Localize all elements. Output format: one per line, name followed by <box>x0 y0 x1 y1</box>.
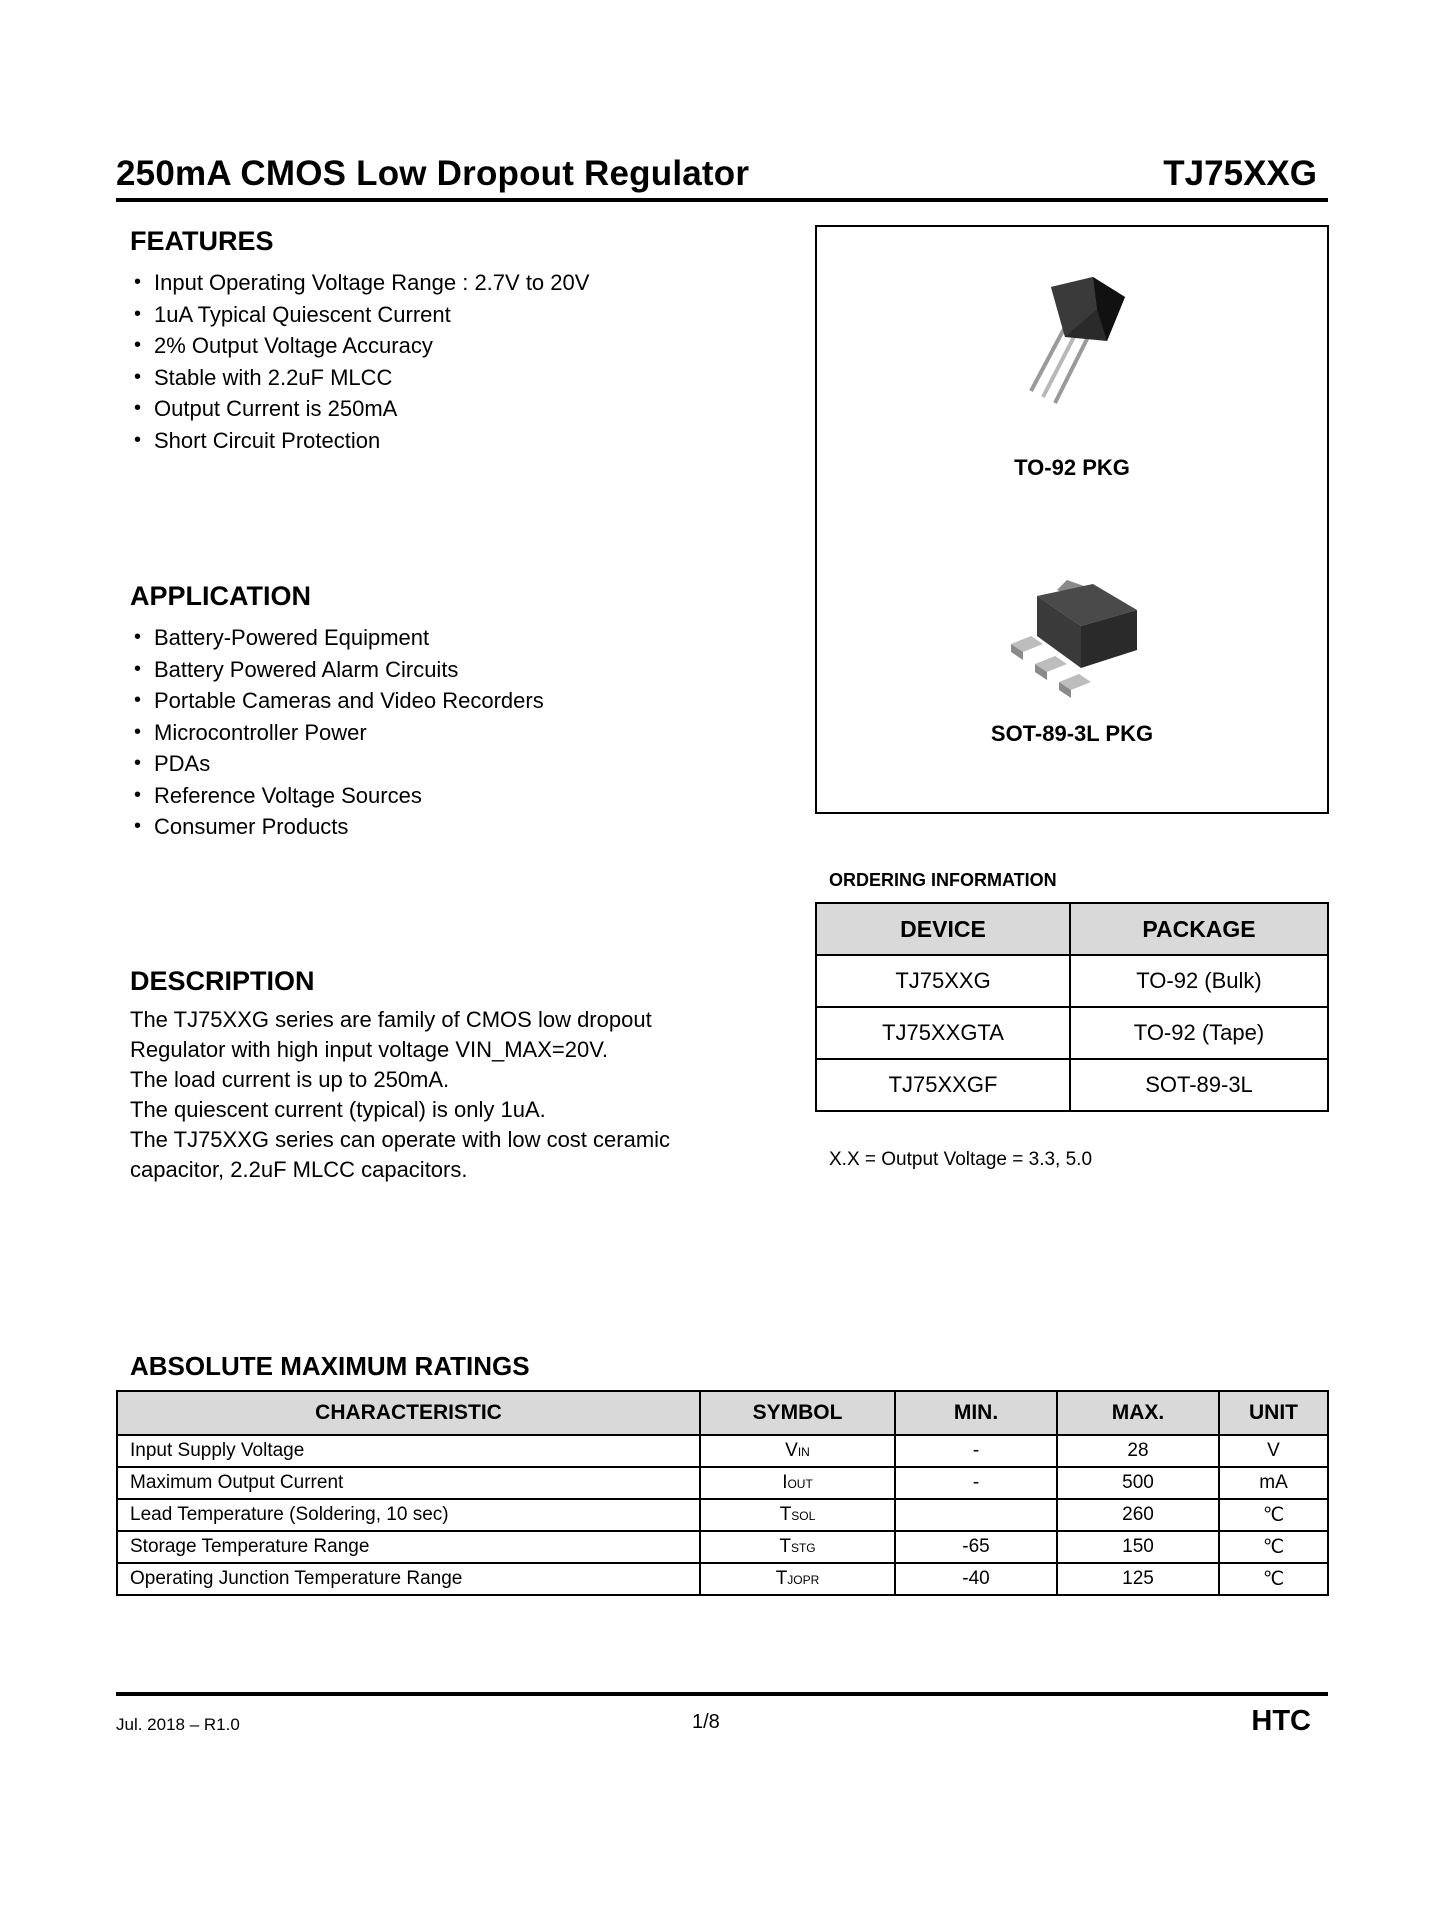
description-line: capacitor, 2.2uF MLCC capacitors. <box>130 1157 468 1182</box>
package-cell: TO-92 (Tape) <box>1070 1007 1328 1059</box>
list-item: • Consumer Products <box>130 811 544 843</box>
unit-cell: V <box>1219 1435 1328 1467</box>
description-line: The TJ75XXG series are family of CMOS low dropout <box>130 1007 652 1032</box>
symbol-letter: T <box>775 1568 788 1589</box>
symbol-subscript: JOPR <box>787 1573 820 1587</box>
list-item: • Battery Powered Alarm Circuits <box>130 654 544 686</box>
column-header: CHARACTERISTIC <box>117 1391 700 1435</box>
symbol-subscript: SOL <box>791 1509 816 1523</box>
list-item: • 2% Output Voltage Accuracy <box>130 330 589 362</box>
max-cell: 500 <box>1057 1467 1219 1499</box>
description-line: The quiescent current (typical) is only 1uA. <box>130 1097 546 1122</box>
ordering-caption: ORDERING INFORMATION <box>829 870 1057 890</box>
list-item: • Output Current is 250mA <box>130 393 589 425</box>
company-logo: HTC <box>1251 1705 1311 1737</box>
max-cell: 28 <box>1057 1435 1219 1467</box>
characteristic-cell: Operating Junction Temperature Range <box>117 1563 700 1595</box>
unit-cell: mA <box>1219 1467 1328 1499</box>
ratings-heading: ABSOLUTE MAXIMUM RATINGS <box>130 1351 530 1381</box>
column-header: MAX. <box>1057 1391 1219 1435</box>
list-item: • Portable Cameras and Video Recorders <box>130 685 544 717</box>
symbol-cell <box>700 1563 895 1595</box>
description-heading: DESCRIPTION <box>130 966 315 996</box>
max-cell: 260 <box>1057 1499 1219 1531</box>
unit-cell: ℃ <box>1219 1499 1328 1531</box>
device-cell: TJ75XXGF <box>816 1059 1070 1111</box>
application-list <box>130 622 544 843</box>
features-heading: FEATURES <box>130 226 274 256</box>
table-row <box>117 1563 1328 1595</box>
symbol-subscript: IN <box>797 1445 810 1459</box>
document-title: 250mA CMOS Low Dropout Regulator <box>116 154 750 193</box>
symbol-cell <box>700 1467 895 1499</box>
application-heading: APPLICATION <box>130 581 311 611</box>
symbol-cell <box>700 1435 895 1467</box>
ordering-note: X.X = Output Voltage = 3.3, 5.0 <box>829 1149 1093 1170</box>
ratings-table <box>116 1390 1329 1596</box>
characteristic-cell: Input Supply Voltage <box>117 1435 700 1467</box>
list-item: • Reference Voltage Sources <box>130 780 544 812</box>
min-cell: - <box>895 1435 1057 1467</box>
list-item: • Stable with 2.2uF MLCC <box>130 362 589 394</box>
symbol-subscript: OUT <box>787 1477 813 1491</box>
header-divider <box>116 198 1328 202</box>
unit-cell: ℃ <box>1219 1563 1328 1595</box>
characteristic-cell: Maximum Output Current <box>117 1467 700 1499</box>
column-header: UNIT <box>1219 1391 1328 1435</box>
list-item: • 1uA Typical Quiescent Current <box>130 299 589 331</box>
description-line: The TJ75XXG series can operate with low cost ceramic <box>130 1127 671 1152</box>
revision-date: Jul. 2018 – R1.0 <box>116 1715 240 1734</box>
table-row <box>117 1467 1328 1499</box>
min-cell <box>895 1499 1057 1531</box>
table-row <box>117 1499 1328 1531</box>
max-cell: 150 <box>1057 1531 1219 1563</box>
to92-package-image <box>995 257 1165 417</box>
characteristic-cell: Storage Temperature Range <box>117 1531 700 1563</box>
table-header-row <box>117 1391 1328 1435</box>
min-cell: -65 <box>895 1531 1057 1563</box>
symbol-letter: I <box>782 1472 788 1493</box>
device-cell: TJ75XXG <box>816 955 1070 1007</box>
list-item: • PDAs <box>130 748 544 780</box>
package-cell: TO-92 (Bulk) <box>1070 955 1328 1007</box>
table-row <box>816 955 1328 1007</box>
list-item: • Microcontroller Power <box>130 717 544 749</box>
package-images-box <box>815 225 1329 814</box>
features-list <box>130 267 589 456</box>
unit-cell: ℃ <box>1219 1531 1328 1563</box>
sot89-label: SOT-89-3L PKG <box>990 721 1154 746</box>
list-item: • Battery-Powered Equipment <box>130 622 544 654</box>
column-header: SYMBOL <box>700 1391 895 1435</box>
symbol-cell <box>700 1499 895 1531</box>
part-number: TJ75XXG <box>1163 154 1317 193</box>
ordering-table <box>815 902 1329 1112</box>
table-row <box>816 1059 1328 1111</box>
column-header: PACKAGE <box>1070 903 1328 955</box>
column-header: DEVICE <box>816 903 1070 955</box>
list-item: • Input Operating Voltage Range : 2.7V to 20V <box>130 267 589 299</box>
symbol-letter: T <box>779 1536 791 1557</box>
list-item: • Short Circuit Protection <box>130 425 589 457</box>
max-cell: 125 <box>1057 1563 1219 1595</box>
symbol-subscript: STG <box>790 1541 816 1555</box>
table-header-row <box>816 903 1328 955</box>
symbol-cell <box>700 1531 895 1563</box>
footer-divider <box>116 1692 1328 1696</box>
symbol-letter: V <box>785 1440 798 1461</box>
page-number: 1/8 <box>692 1711 720 1733</box>
min-cell: - <box>895 1467 1057 1499</box>
symbol-letter: T <box>779 1504 792 1525</box>
description-line: Regulator with high input voltage VIN_MAX=20V. <box>130 1037 608 1062</box>
sot89-package-image <box>997 572 1157 702</box>
table-row <box>117 1435 1328 1467</box>
table-row <box>117 1531 1328 1563</box>
table-row <box>816 1007 1328 1059</box>
description-body <box>130 1005 670 1185</box>
to92-label: TO-92 PKG <box>1014 455 1130 480</box>
description-line: The load current is up to 250mA. <box>130 1067 450 1092</box>
device-cell: TJ75XXGTA <box>816 1007 1070 1059</box>
min-cell: -40 <box>895 1563 1057 1595</box>
package-cell: SOT-89-3L <box>1070 1059 1328 1111</box>
characteristic-cell: Lead Temperature (Soldering, 10 sec) <box>117 1499 700 1531</box>
column-header: MIN. <box>895 1391 1057 1435</box>
